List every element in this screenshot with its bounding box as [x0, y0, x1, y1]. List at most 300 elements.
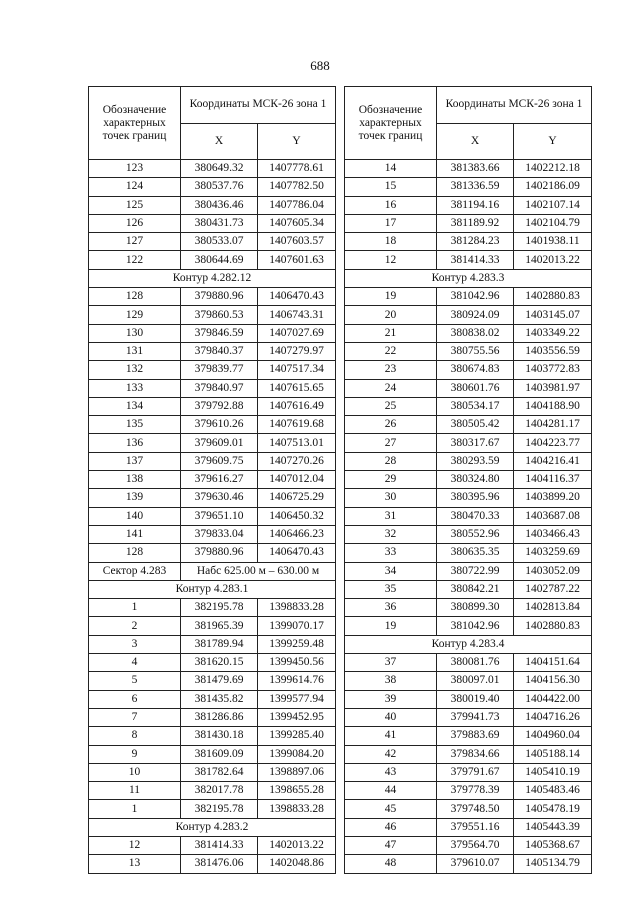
header-point-label: Обозначение характерных точек границ: [89, 87, 181, 160]
point-number: 40: [345, 708, 437, 726]
table-row: [89, 599, 336, 617]
coord-x: 380924.09: [437, 306, 514, 324]
point-number: 38: [345, 672, 437, 690]
coord-y: 1402013.22: [514, 251, 592, 269]
table-row: [345, 489, 592, 507]
point-number: 129: [89, 306, 181, 324]
coord-y: 1402104.79: [514, 214, 592, 232]
table-row: [89, 379, 336, 397]
point-number: 125: [89, 196, 181, 214]
coord-y: 1406470.43: [258, 288, 336, 306]
coord-y: 1404151.64: [514, 654, 592, 672]
table-row: [345, 690, 592, 708]
point-number: 124: [89, 178, 181, 196]
coord-x: 379616.27: [181, 471, 258, 489]
table-row: [89, 489, 336, 507]
point-number: 20: [345, 306, 437, 324]
table-row: [89, 635, 336, 653]
coord-y: 1406743.31: [258, 306, 336, 324]
table-row: [89, 416, 336, 434]
table-row: [89, 727, 336, 745]
coord-y: 1404281.17: [514, 416, 592, 434]
coord-x: 381414.33: [437, 251, 514, 269]
table-row: [345, 562, 592, 580]
contour-label: Контур 4.283.3: [345, 269, 592, 287]
coord-y: 1402186.09: [514, 178, 592, 196]
coord-x: 380649.32: [181, 160, 258, 178]
point-number: 39: [345, 690, 437, 708]
point-number: 23: [345, 361, 437, 379]
coord-x: 380537.76: [181, 178, 258, 196]
table-row: [345, 507, 592, 525]
table-row: [89, 836, 336, 854]
coord-x: 379839.77: [181, 361, 258, 379]
coord-y: 1407513.01: [258, 434, 336, 452]
table-row: [345, 288, 592, 306]
point-number: 140: [89, 507, 181, 525]
coord-x: 379630.46: [181, 489, 258, 507]
coord-y: 1405478.19: [514, 800, 592, 818]
table-row: [345, 471, 592, 489]
point-number: 19: [345, 288, 437, 306]
coord-x: 381476.06: [181, 855, 258, 873]
coord-y: 1398655.28: [258, 782, 336, 800]
table-row: [345, 160, 592, 178]
coord-y: 1407517.34: [258, 361, 336, 379]
coord-x: 380601.76: [437, 379, 514, 397]
table-row: [345, 379, 592, 397]
point-number: 123: [89, 160, 181, 178]
coord-y: 1402787.22: [514, 580, 592, 598]
coord-y: 1399452.95: [258, 708, 336, 726]
point-number: 21: [345, 324, 437, 342]
coord-y: 1398833.28: [258, 800, 336, 818]
point-number: 5: [89, 672, 181, 690]
coord-x: 380635.35: [437, 544, 514, 562]
point-number: 27: [345, 434, 437, 452]
header-coord-system: Координаты МСК-26 зона 1: [437, 87, 592, 124]
table-row: [345, 544, 592, 562]
coord-x: 380097.01: [437, 672, 514, 690]
table-row: [345, 782, 592, 800]
coord-x: 379941.73: [437, 708, 514, 726]
table-row: [345, 324, 592, 342]
coord-y: 1399450.56: [258, 654, 336, 672]
coord-y: 1407605.34: [258, 214, 336, 232]
coord-y: 1407782.50: [258, 178, 336, 196]
contour-label: Контур 4.283.2: [89, 818, 336, 836]
coord-y: 1403687.08: [514, 507, 592, 525]
point-number: 130: [89, 324, 181, 342]
contour-header-row: [89, 580, 336, 598]
table-row: [89, 233, 336, 251]
table-row: [89, 855, 336, 873]
coord-x: 381435.82: [181, 690, 258, 708]
table-row: [345, 599, 592, 617]
coord-y: 1404156.30: [514, 672, 592, 690]
header-x: X: [437, 123, 514, 160]
coord-y: 1399285.40: [258, 727, 336, 745]
contour-header-row: [345, 635, 592, 653]
coord-x: 381042.96: [437, 617, 514, 635]
coord-x: 380899.30: [437, 599, 514, 617]
point-number: 33: [345, 544, 437, 562]
point-number: 137: [89, 452, 181, 470]
header-point-label: Обозначение характерных точек границ: [345, 87, 437, 160]
coord-x: 379564.70: [437, 836, 514, 854]
table-row: [89, 708, 336, 726]
coord-y: 1404960.04: [514, 727, 592, 745]
point-number: 132: [89, 361, 181, 379]
coord-y: 1402107.14: [514, 196, 592, 214]
table-row: [345, 525, 592, 543]
coord-y: 1403981.97: [514, 379, 592, 397]
table-row: [89, 288, 336, 306]
point-number: 26: [345, 416, 437, 434]
header-y: Y: [258, 123, 336, 160]
table-row: [89, 397, 336, 415]
point-number: 10: [89, 763, 181, 781]
coord-y: 1404223.77: [514, 434, 592, 452]
coord-x: 381383.66: [437, 160, 514, 178]
table-row: [89, 654, 336, 672]
point-number: 24: [345, 379, 437, 397]
point-number: 13: [89, 855, 181, 873]
coord-x: 379883.69: [437, 727, 514, 745]
table-row: [89, 800, 336, 818]
table-row: [345, 397, 592, 415]
coord-x: 380534.17: [437, 397, 514, 415]
coord-y: 1407786.04: [258, 196, 336, 214]
coord-y: 1403899.20: [514, 489, 592, 507]
contour-header-row: [89, 269, 336, 287]
coord-y: 1407270.26: [258, 452, 336, 470]
coord-x: 381286.86: [181, 708, 258, 726]
coord-x: 379792.88: [181, 397, 258, 415]
coord-y: 1403145.07: [514, 306, 592, 324]
coord-x: 379651.10: [181, 507, 258, 525]
coord-y: 1403052.09: [514, 562, 592, 580]
table-row: [89, 525, 336, 543]
point-number: 6: [89, 690, 181, 708]
coord-x: 380838.02: [437, 324, 514, 342]
point-number: 14: [345, 160, 437, 178]
coord-y: 1403556.59: [514, 342, 592, 360]
point-number: 18: [345, 233, 437, 251]
coord-y: 1403349.22: [514, 324, 592, 342]
sector-label: Сектор 4.283: [89, 562, 181, 580]
coord-y: 1406725.29: [258, 489, 336, 507]
coordinates-table-left: [88, 86, 336, 874]
point-number: 1: [89, 599, 181, 617]
point-number: 32: [345, 525, 437, 543]
coord-y: 1407603.57: [258, 233, 336, 251]
table-row: [89, 452, 336, 470]
coord-x: 379840.37: [181, 342, 258, 360]
point-number: 22: [345, 342, 437, 360]
coord-y: 1403259.69: [514, 544, 592, 562]
point-number: 7: [89, 708, 181, 726]
point-number: 136: [89, 434, 181, 452]
table-row: [89, 196, 336, 214]
point-number: 44: [345, 782, 437, 800]
coord-x: 380533.07: [181, 233, 258, 251]
coord-x: 379551.16: [437, 818, 514, 836]
table-row: [345, 342, 592, 360]
point-number: 122: [89, 251, 181, 269]
coord-y: 1399070.17: [258, 617, 336, 635]
table-row: [345, 580, 592, 598]
point-number: 131: [89, 342, 181, 360]
coord-x: 379846.59: [181, 324, 258, 342]
coord-x: 380755.56: [437, 342, 514, 360]
point-number: 34: [345, 562, 437, 580]
coord-y: 1402013.22: [258, 836, 336, 854]
point-number: 4: [89, 654, 181, 672]
coord-x: 380431.73: [181, 214, 258, 232]
table-row: [89, 672, 336, 690]
point-number: 25: [345, 397, 437, 415]
coord-x: 379609.75: [181, 452, 258, 470]
coord-y: 1405134.79: [514, 855, 592, 873]
point-number: 42: [345, 745, 437, 763]
table-row: [89, 306, 336, 324]
point-number: 47: [345, 836, 437, 854]
coord-y: 1402813.84: [514, 599, 592, 617]
table-row: [345, 763, 592, 781]
coord-x: 379834.66: [437, 745, 514, 763]
coord-y: 1401938.11: [514, 233, 592, 251]
page-number: 688: [310, 58, 330, 73]
table-row: [89, 434, 336, 452]
point-number: 28: [345, 452, 437, 470]
coord-y: 1399084.20: [258, 745, 336, 763]
table-row: [345, 672, 592, 690]
table-row: [89, 160, 336, 178]
coord-x: 380644.69: [181, 251, 258, 269]
coord-y: 1407778.61: [258, 160, 336, 178]
coord-y: 1407027.69: [258, 324, 336, 342]
point-number: 41: [345, 727, 437, 745]
table-row: [345, 818, 592, 836]
coord-y: 1404422.00: [514, 690, 592, 708]
coord-y: 1402212.18: [514, 160, 592, 178]
point-number: 1: [89, 800, 181, 818]
coord-x: 379791.67: [437, 763, 514, 781]
coord-x: 381789.94: [181, 635, 258, 653]
coord-y: 1407601.63: [258, 251, 336, 269]
coord-x: 382195.78: [181, 599, 258, 617]
coord-x: 381284.23: [437, 233, 514, 251]
coord-x: 381042.96: [437, 288, 514, 306]
coord-x: 379778.39: [437, 782, 514, 800]
point-number: 128: [89, 544, 181, 562]
coord-x: 381620.15: [181, 654, 258, 672]
coord-y: 1399259.48: [258, 635, 336, 653]
coord-x: 380293.59: [437, 452, 514, 470]
point-number: 9: [89, 745, 181, 763]
point-number: 133: [89, 379, 181, 397]
table-row: [345, 361, 592, 379]
table-row: [89, 361, 336, 379]
coord-x: 381194.16: [437, 196, 514, 214]
coordinates-table-right: [344, 86, 592, 874]
coord-y: 1404716.26: [514, 708, 592, 726]
table-row: [345, 617, 592, 635]
coord-y: 1405443.39: [514, 818, 592, 836]
coord-x: 381479.69: [181, 672, 258, 690]
table-row: [345, 727, 592, 745]
coord-x: 380395.96: [437, 489, 514, 507]
coord-x: 380505.42: [437, 416, 514, 434]
table-row: [345, 708, 592, 726]
table-row: [345, 196, 592, 214]
coord-y: 1407279.97: [258, 342, 336, 360]
point-number: 138: [89, 471, 181, 489]
coord-x: 379833.04: [181, 525, 258, 543]
table-row: [345, 434, 592, 452]
coord-x: 380552.96: [437, 525, 514, 543]
coord-x: 380842.21: [437, 580, 514, 598]
coord-x: 381609.09: [181, 745, 258, 763]
table-row: [89, 745, 336, 763]
coord-y: 1403466.43: [514, 525, 592, 543]
point-number: 16: [345, 196, 437, 214]
point-number: 35: [345, 580, 437, 598]
contour-label: Контур 4.283.1: [89, 580, 336, 598]
table-row: [89, 763, 336, 781]
table-row: [89, 782, 336, 800]
table-row: [345, 855, 592, 873]
point-number: 17: [345, 214, 437, 232]
point-number: 2: [89, 617, 181, 635]
table-body-left: [89, 160, 336, 874]
coord-x: 379609.01: [181, 434, 258, 452]
coord-x: 379610.26: [181, 416, 258, 434]
table-row: [345, 306, 592, 324]
coord-x: 381189.92: [437, 214, 514, 232]
point-number: 126: [89, 214, 181, 232]
point-number: 139: [89, 489, 181, 507]
point-number: 45: [345, 800, 437, 818]
coord-y: 1406470.43: [258, 544, 336, 562]
coord-y: 1404116.37: [514, 471, 592, 489]
point-number: 127: [89, 233, 181, 251]
coord-x: 379610.07: [437, 855, 514, 873]
coord-x: 380674.83: [437, 361, 514, 379]
coord-x: 382195.78: [181, 800, 258, 818]
point-number: 141: [89, 525, 181, 543]
coord-x: 381336.59: [437, 178, 514, 196]
coord-y: 1402048.86: [258, 855, 336, 873]
coord-y: 1405483.46: [514, 782, 592, 800]
table-row: [345, 416, 592, 434]
coord-x: 379840.97: [181, 379, 258, 397]
table-row: [89, 471, 336, 489]
coord-x: 381430.18: [181, 727, 258, 745]
table-body-right: [345, 160, 592, 874]
point-number: 12: [345, 251, 437, 269]
coord-x: 380324.80: [437, 471, 514, 489]
table-row: [345, 233, 592, 251]
table-row: [89, 544, 336, 562]
coord-x: 381782.64: [181, 763, 258, 781]
table-row: [345, 836, 592, 854]
point-number: 36: [345, 599, 437, 617]
coord-y: 1399577.94: [258, 690, 336, 708]
coord-y: 1407619.68: [258, 416, 336, 434]
coord-x: 380436.46: [181, 196, 258, 214]
point-number: 46: [345, 818, 437, 836]
point-number: 3: [89, 635, 181, 653]
coord-y: 1403772.83: [514, 361, 592, 379]
coord-y: 1399614.76: [258, 672, 336, 690]
point-number: 30: [345, 489, 437, 507]
header-coord-system: Координаты МСК-26 зона 1: [181, 87, 336, 124]
contour-label: Контур 4.283.4: [345, 635, 592, 653]
point-number: 31: [345, 507, 437, 525]
table-row: [89, 342, 336, 360]
point-number: 11: [89, 782, 181, 800]
coord-y: 1405368.67: [514, 836, 592, 854]
coord-y: 1407616.49: [258, 397, 336, 415]
table-row: [345, 178, 592, 196]
coord-y: 1405188.14: [514, 745, 592, 763]
coord-x: 381414.33: [181, 836, 258, 854]
point-number: 19: [345, 617, 437, 635]
table-row: [89, 690, 336, 708]
point-number: 48: [345, 855, 437, 873]
coord-y: 1404188.90: [514, 397, 592, 415]
coord-x: 379748.50: [437, 800, 514, 818]
coord-y: 1406450.32: [258, 507, 336, 525]
coord-y: 1406466.23: [258, 525, 336, 543]
point-number: 8: [89, 727, 181, 745]
coord-x: 379880.96: [181, 288, 258, 306]
coord-y: 1398897.06: [258, 763, 336, 781]
table-row: [89, 617, 336, 635]
coord-y: 1402880.83: [514, 617, 592, 635]
coord-y: 1407615.65: [258, 379, 336, 397]
contour-header-row: [89, 818, 336, 836]
point-number: 29: [345, 471, 437, 489]
coord-x: 379880.96: [181, 544, 258, 562]
coord-x: 381965.39: [181, 617, 258, 635]
table-row: [89, 214, 336, 232]
coord-x: 380317.67: [437, 434, 514, 452]
table-row: [345, 654, 592, 672]
coord-x: 380081.76: [437, 654, 514, 672]
point-number: 12: [89, 836, 181, 854]
point-number: 135: [89, 416, 181, 434]
table-row: [345, 452, 592, 470]
table-row: [89, 178, 336, 196]
sector-value: Набс 625.00 м – 630.00 м: [181, 562, 336, 580]
coord-x: 382017.78: [181, 782, 258, 800]
point-number: 128: [89, 288, 181, 306]
coord-x: 380470.33: [437, 507, 514, 525]
point-number: 37: [345, 654, 437, 672]
coord-y: 1402880.83: [514, 288, 592, 306]
contour-label: Контур 4.282.12: [89, 269, 336, 287]
table-row: [345, 800, 592, 818]
table-row: [89, 251, 336, 269]
table-row: [89, 324, 336, 342]
sector-row: [89, 562, 336, 580]
coord-x: 380722.99: [437, 562, 514, 580]
header-y: Y: [514, 123, 592, 160]
table-row: [345, 745, 592, 763]
